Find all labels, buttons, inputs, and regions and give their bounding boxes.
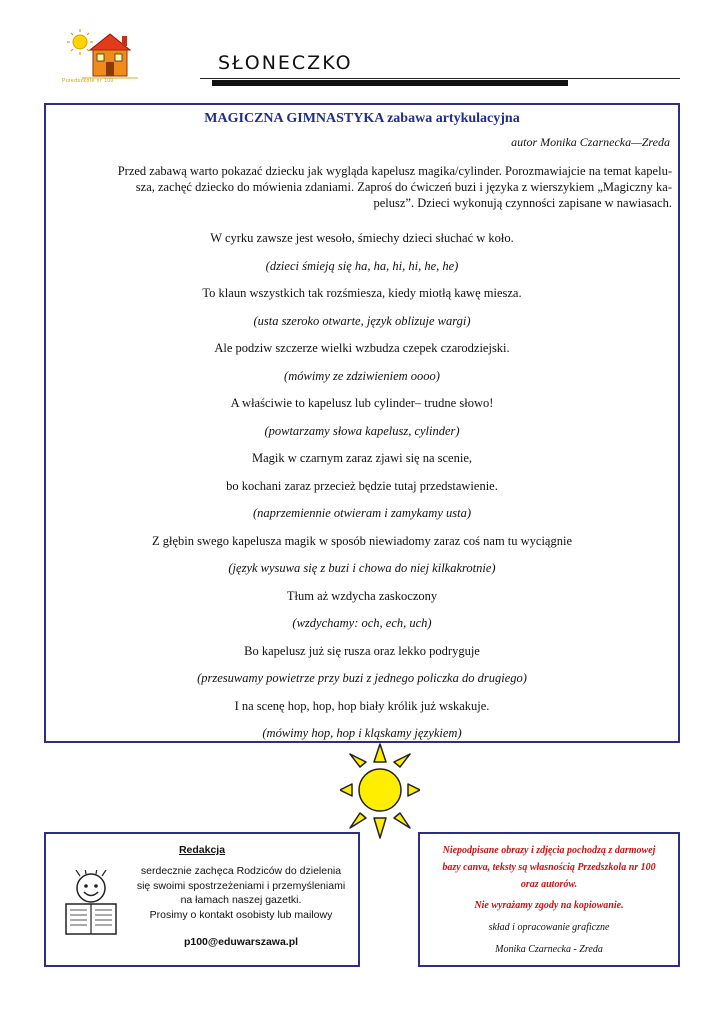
credit-name: Monika Czarnecka - Zreda: [495, 944, 603, 955]
credits-box: [418, 832, 680, 967]
poem-line: Ale podziw szczerze wielki wzbudza czepek czarodziejski.: [214, 341, 510, 355]
poem-line: (mówimy ze zdziwieniem oooo): [284, 368, 440, 383]
notice-line: Niepodpisane obrazy i zdjęcia pochodzą z darmowej: [442, 845, 656, 856]
editorial-line: Prosimy o kontakt osobisty lub mailowy: [149, 908, 333, 921]
article-title: MAGICZNA GIMNASTYKA zabawa artykulacyjna: [204, 111, 520, 126]
image-source-notice: [420, 842, 678, 893]
editorial-line: na łamach naszej gazetki.: [180, 894, 302, 906]
intro-line: sza, zachęć dziecko do mówienia zdaniami. Zaproś do ćwiczeń buzi i języka z wierszykiem „Magiczny ka-: [135, 180, 672, 194]
poem-line: (powtarzamy słowa kapelusz, cylinder): [264, 423, 460, 438]
editorial-box: [44, 832, 360, 967]
sun-icon: [340, 742, 420, 842]
editorial-line: serdecznie zachęca Rodziców do dzielenia: [140, 865, 342, 877]
poem-line: W cyrku zawsze jest wesoło, śmiechy dzieci słuchać w koło.: [210, 231, 514, 245]
newsletter-title: SŁONECZKO: [218, 52, 353, 74]
editorial-line: się swoimi spostrzeżeniami i przemyśleniami: [136, 879, 346, 892]
poem-line: (mówimy hop, hop i kląskamy językiem): [262, 726, 462, 740]
poem-line: bo kochani zaraz przecież będzie tutaj przedstawienie.: [226, 478, 498, 493]
intro-line: Przed zabawą warto pokazać dziecku jak wygląda kapelusz magika/cylinder. Porozmawiajcie na temat kapelu-: [117, 164, 672, 178]
intro-line: pelusz”. Dzieci wykonują czynności zapisane w nawiasach.: [373, 196, 672, 210]
article-intro: [80, 163, 672, 211]
poem-line: (naprzemiennie otwieram i zamykamy usta): [252, 506, 472, 520]
editorial-text: [128, 864, 354, 922]
poem-line: (język wysuwa się z buzi i chowa do niej kilkakrotnie): [228, 561, 496, 575]
notice-line: oraz autorów.: [520, 879, 578, 890]
logo-caption: Przedszkole nr 100: [62, 78, 114, 84]
credit-label: skład i opracowanie graficzne: [488, 922, 610, 933]
contact-email: p100@eduwarszawa.pl: [183, 936, 299, 948]
poem-line: (przesuwamy powietrze przy buzi z jednego policzka do drugiego): [197, 671, 527, 685]
poem-line: Tłum aż wzdycha zaskoczony: [286, 588, 438, 603]
poem-line: I na scenę hop, hop, hop biały królik już wskakuje.: [234, 698, 490, 713]
poem-line: (usta szeroko otwarte, język oblizuje wargi): [253, 313, 471, 328]
poem-line: (wzdychamy: och, ech, uch): [292, 616, 432, 630]
article-box: [44, 103, 680, 743]
poem-line: Magik w czarnym zaraz zjawi się na scenie,: [251, 451, 473, 465]
title-rule-thick: [212, 80, 568, 86]
no-copy-notice: Nie wyrażamy zgody na kopiowanie.: [474, 900, 624, 911]
poem-line: To klaun wszystkich tak rozśmiesza, kiedy miotłą kawę miesza.: [202, 286, 522, 300]
article-author: autor Monika Czarnecka—Zreda: [511, 135, 670, 149]
poem-line: (dzieci śmieją się ha, ha, hi, hi, he, he): [265, 258, 459, 273]
poem-line: A właściwie to kapelusz lub cylinder– trudne słowo!: [230, 396, 494, 410]
notice-line: bazy canva, teksty są własnością Przedszkola nr 100: [442, 862, 656, 873]
poem-line: Bo kapelusz już się rusza oraz lekko podryguje: [244, 643, 480, 658]
title-rule: [200, 78, 680, 79]
reading-child-icon: [60, 870, 122, 936]
editorial-heading: Redakcja: [178, 844, 226, 856]
poem: [46, 225, 678, 748]
poem-line: Z głębin swego kapelusza magik w sposób niewiadomy zaraz coś nam tu wyciągnie: [151, 533, 573, 548]
